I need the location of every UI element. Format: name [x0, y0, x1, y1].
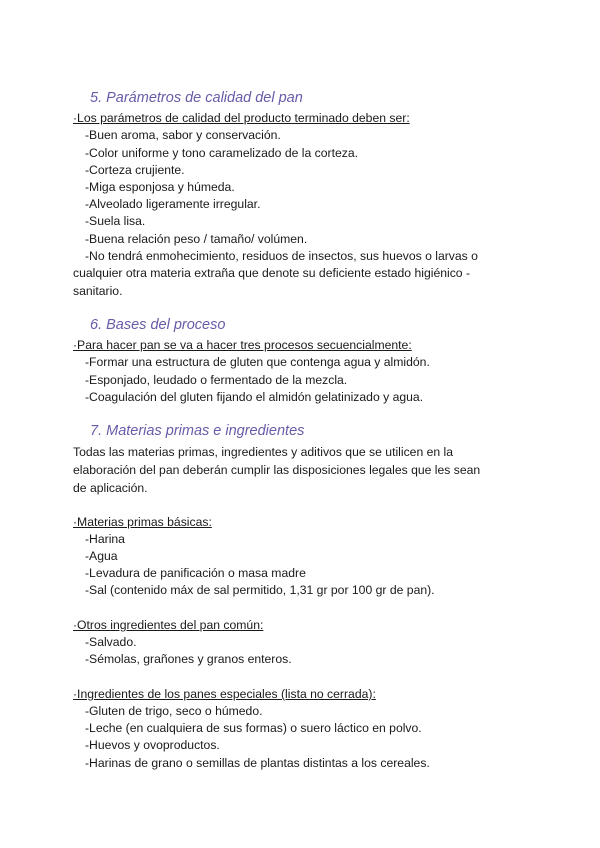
list-item-continuation: sanitario. [73, 284, 123, 298]
list-item: -Corteza crujiente. [85, 163, 185, 177]
list-item: -Harina [85, 532, 125, 546]
section-5-intro: ·Los parámetros de calidad del producto terminado deben ser: [73, 111, 410, 125]
list-item: -Suela lisa. [85, 214, 146, 228]
list-item: -Buena relación peso / tamaño/ volúmen. [85, 232, 308, 246]
section-7-heading: 7. Materias primas e ingredientes [90, 423, 305, 439]
list-item: -Levadura de panificación o masa madre [85, 566, 306, 580]
list-item: -Salvado. [85, 635, 137, 649]
list-item: -Sémolas, grañones y granos enteros. [85, 652, 292, 666]
otros-ingredientes-title: ·Otros ingredientes del pan común: [73, 618, 264, 632]
list-item: -Harinas de grano o semillas de plantas distintas a los cereales. [85, 756, 430, 770]
list-item: -No tendrá enmohecimiento, residuos de insectos, sus huevos o larvas o [85, 249, 478, 263]
list-item: -Gluten de trigo, seco o húmedo. [85, 704, 263, 718]
list-item: -Agua [85, 549, 118, 563]
ingredientes-especiales-title: ·Ingredientes de los panes especiales (lista no cerrada): [73, 687, 376, 701]
list-item: -Buen aroma, sabor y conservación. [85, 128, 281, 142]
list-item: -Sal (contenido máx de sal permitido, 1,31 gr por 100 gr de pan). [85, 583, 435, 597]
materias-basicas-title: ·Materias primas básicas: [73, 515, 212, 529]
list-item: -Coagulación del gluten fijando el almidón gelatinizado y agua. [85, 390, 424, 404]
section-7-paragraph-line: de aplicación. [73, 481, 148, 495]
section-6-heading: 6. Bases del proceso [90, 317, 226, 333]
list-item: -Esponjado, leudado o fermentado de la mezcla. [85, 373, 348, 387]
section-5-heading: 5. Parámetros de calidad del pan [90, 90, 303, 106]
list-item: -Color uniforme y tono caramelizado de la corteza. [85, 146, 358, 160]
list-item: -Alveolado ligeramente irregular. [85, 197, 261, 211]
section-6-intro: ·Para hacer pan se va a hacer tres procesos secuencialmente: [73, 338, 412, 352]
section-7-paragraph-line: elaboración del pan deberán cumplir las disposiciones legales que les sean [73, 463, 481, 477]
list-item: -Huevos y ovoproductos. [85, 738, 220, 752]
list-item: -Miga esponjosa y húmeda. [85, 180, 235, 194]
section-7-paragraph-line: Todas las materias primas, ingredientes y aditivos que se utilicen en la [73, 445, 454, 459]
list-item-continuation: cualquier otra materia extraña que denote su deficiente estado higiénico - [73, 266, 471, 280]
list-item: -Leche (en cualquiera de sus formas) o suero láctico en polvo. [85, 721, 422, 735]
list-item: -Formar una estructura de gluten que contenga agua y almidón. [85, 355, 430, 369]
